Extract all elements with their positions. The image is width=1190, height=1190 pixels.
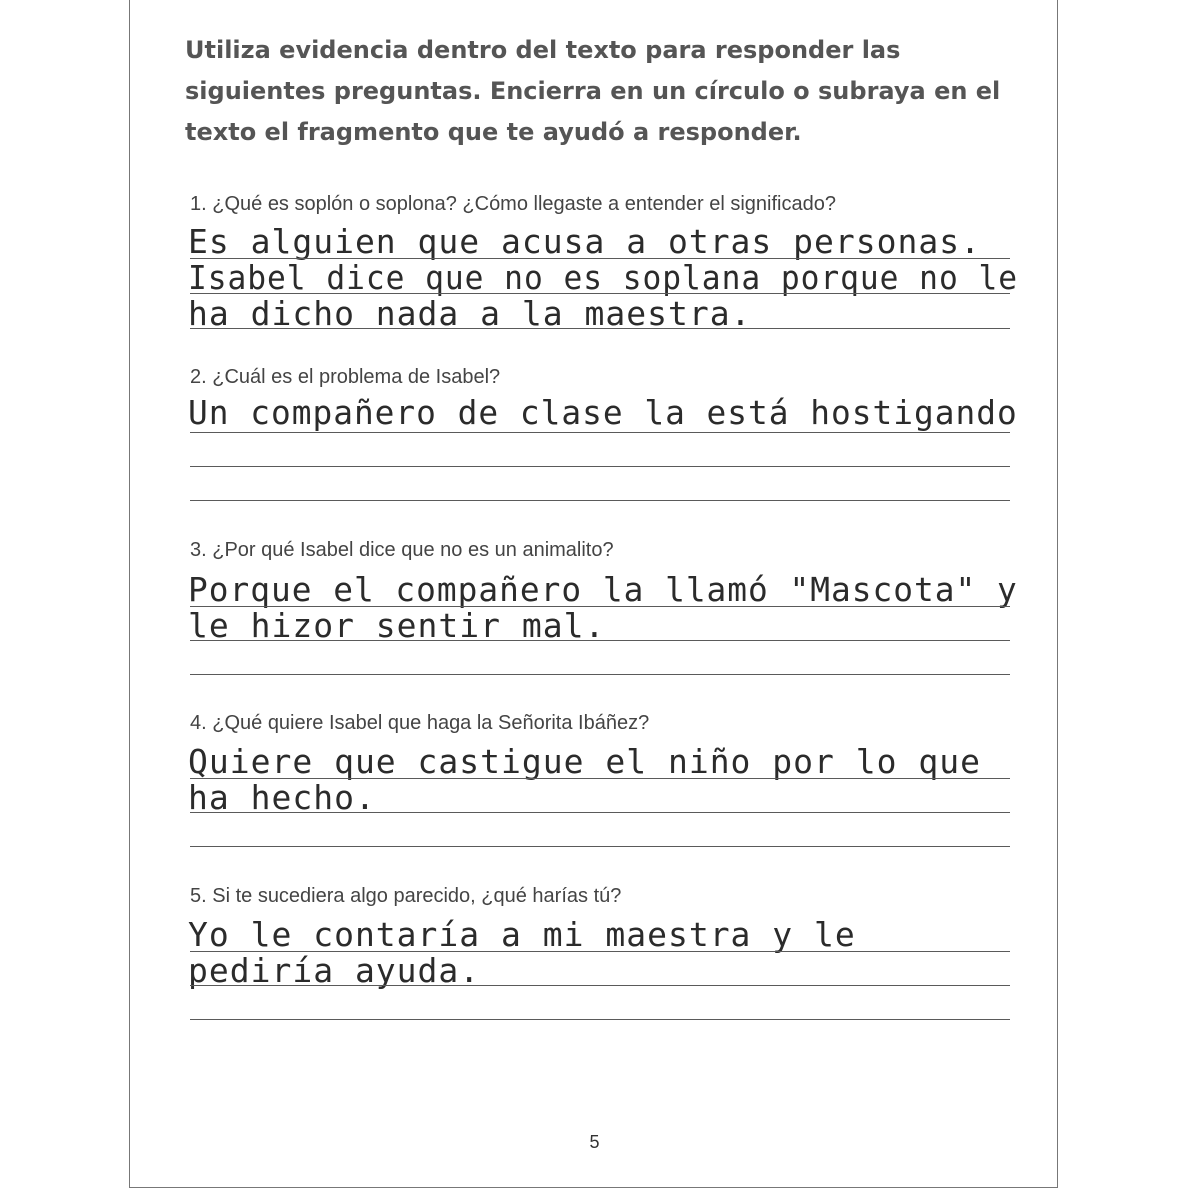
page-number: 5 — [589, 1132, 600, 1152]
question-3-answer-line-1: Porque el compañero la llamó "Mascota" y — [188, 570, 1018, 609]
question-5-answer-line-1: Yo le contaría a mi maestra y le — [188, 915, 856, 954]
answer-rule — [190, 328, 1010, 329]
question-4-answer-line-2: ha hecho. — [188, 778, 376, 817]
question-5-prompt: 5. Si te sucediera algo parecido, ¿qué harías tú? — [190, 885, 622, 907]
answer-rule — [190, 293, 1010, 294]
answer-rule — [190, 846, 1010, 847]
answer-rule — [190, 778, 1010, 779]
answer-rule — [190, 985, 1010, 986]
question-3-answer-line-2: le hizor sentir mal. — [188, 606, 606, 645]
question-1-prompt: 1. ¿Qué es soplón o soplona? ¿Cómo llegaste a entender el significado? — [190, 193, 836, 215]
answer-rule — [190, 500, 1010, 501]
question-1-answer-line-3: ha dicho nada a la maestra. — [188, 294, 752, 333]
answer-rule — [190, 640, 1010, 641]
answer-rule — [190, 258, 1010, 259]
answer-rule — [190, 606, 1010, 607]
question-1-answer-line-2: Isabel dice que no es soplana porque no le — [188, 258, 1019, 297]
answer-rule — [190, 432, 1010, 433]
worksheet-page — [129, 0, 1058, 1188]
question-2-answer-line-1: Un compañero de clase la está hostigando — [188, 393, 1018, 432]
answer-rule — [190, 812, 1010, 813]
answer-rule — [190, 1019, 1010, 1020]
question-1-answer-line-1: Es alguien que acusa a otras personas. — [188, 222, 981, 261]
instructions-text: Utiliza evidencia dentro del texto para responder las siguientes preguntas. Encierra en un círculo o subraya en el texto el fragmento que te ayudó a responder. — [185, 36, 1001, 146]
question-5-answer-line-2: pediría ayuda. — [188, 951, 481, 990]
question-3-prompt: 3. ¿Por qué Isabel dice que no es un animalito? — [190, 539, 614, 561]
answer-rule — [190, 466, 1010, 467]
question-2-prompt: 2. ¿Cuál es el problema de Isabel? — [190, 366, 501, 388]
answer-rule — [190, 674, 1010, 675]
answer-rule — [190, 951, 1010, 952]
question-4-answer-line-1: Quiere que castigue el niño por lo que — [188, 742, 981, 781]
question-4-prompt: 4. ¿Qué quiere Isabel que haga la Señorita Ibáñez? — [190, 712, 650, 734]
